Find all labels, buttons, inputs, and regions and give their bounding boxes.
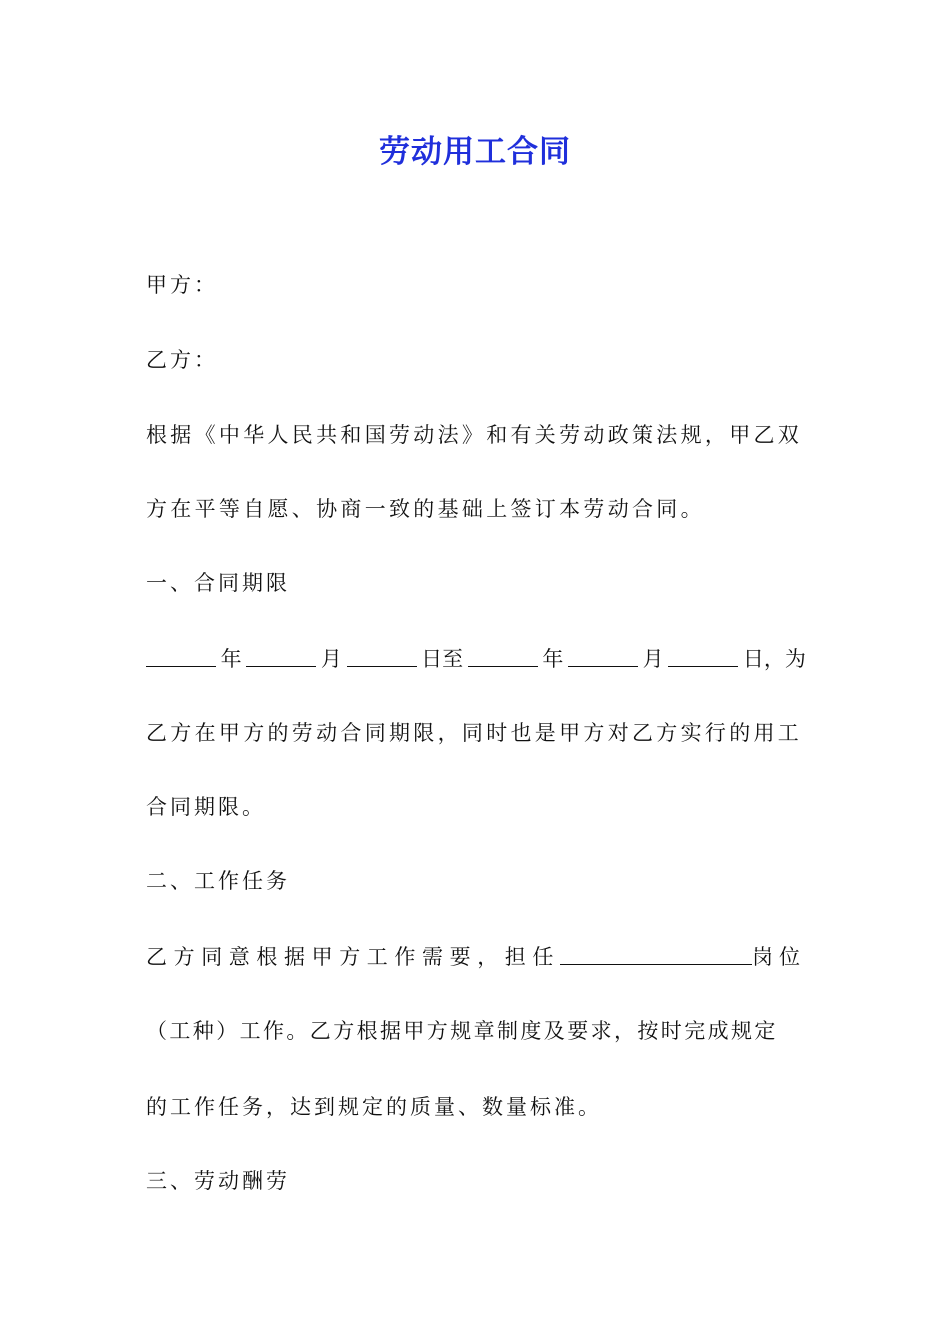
end-day-blank[interactable] <box>668 644 738 667</box>
end-month-blank[interactable] <box>568 644 638 667</box>
start-year-label: 年 <box>220 647 242 671</box>
end-day-label: 日，为 <box>742 647 806 671</box>
position-line-prefix: 乙方同意根据甲方工作需要，担任 <box>146 945 560 969</box>
contract-term-date-line <box>146 644 806 674</box>
section-3-heading: 三、劳动酬劳 <box>146 1169 290 1193</box>
position-blank[interactable] <box>560 942 752 965</box>
party-a-label: 甲方： <box>146 273 218 297</box>
end-year-blank[interactable] <box>468 644 538 667</box>
section-1-line-2: 乙方在甲方的劳动合同期限，同时也是甲方对乙方实行的用工 <box>146 721 803 745</box>
section-2-heading: 二、工作任务 <box>146 869 290 893</box>
document-title: 劳动用工合同 <box>379 134 571 170</box>
start-day-label: 日至 <box>421 647 464 671</box>
section-1-heading: 一、合同期限 <box>146 571 290 595</box>
start-month-blank[interactable] <box>246 644 316 667</box>
section-1-line-3: 合同期限。 <box>146 795 266 819</box>
section-2-line-2: （工种）工作。乙方根据甲方规章制度及要求，按时完成规定 <box>146 1019 778 1043</box>
position-line-suffix: 岗位 <box>752 945 806 969</box>
preamble-line-2: 方在平等自愿、协商一致的基础上签订本劳动合同。 <box>146 497 705 521</box>
position-line <box>146 942 806 972</box>
start-year-blank[interactable] <box>146 644 216 667</box>
section-2-line-3: 的工作任务，达到规定的质量、数量标准。 <box>146 1095 602 1119</box>
start-day-blank[interactable] <box>347 644 417 667</box>
party-b-label: 乙方： <box>146 348 218 372</box>
end-month-label: 月 <box>642 647 664 671</box>
end-year-label: 年 <box>542 647 564 671</box>
preamble-line-1: 根据《中华人民共和国劳动法》和有关劳动政策法规，甲乙双 <box>146 423 803 447</box>
start-month-label: 月 <box>320 647 342 671</box>
